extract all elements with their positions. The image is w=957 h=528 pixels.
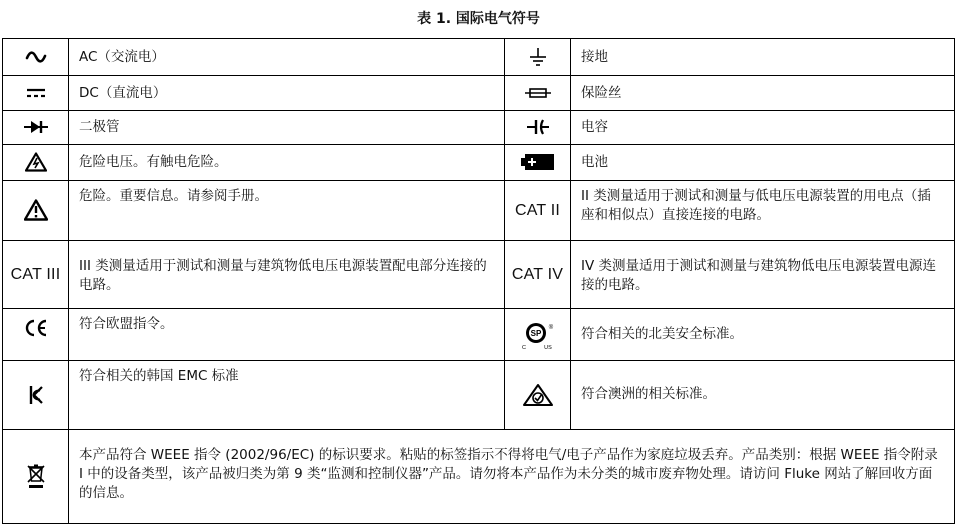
capacitor-icon — [526, 119, 550, 135]
symbol-cell — [3, 309, 69, 361]
table-row — [3, 145, 955, 180]
weee-description: 本产品符合 WEEE 指令 (2002/96/EC) 的标识要求。粘贴的标签指示不得将电气/电子产品作为家庭垃圾丢弃。产品类别：根据 WEEE 指令附录 I 中的设备类型，该产品被归类为第 9 类“监测和控制仪器”产品。请勿将本产品作为未分类的城市废弃物处理。请访问 Fluke 网站了解回收方面的信息。 — [69, 429, 955, 523]
dc-icon — [25, 87, 47, 99]
description-cell: 二极管 — [69, 111, 505, 145]
table-row — [3, 240, 955, 308]
svg-text:SP: SP — [530, 328, 541, 338]
warning-icon — [24, 199, 48, 221]
kc-mark-icon — [28, 384, 44, 406]
symbol-cell — [505, 39, 571, 76]
description-cell: III 类测量适用于测试和测量与建筑物低电压电源装置配电部分连接的电路。 — [69, 240, 505, 308]
table-row — [3, 111, 955, 145]
csa-us-mark: US — [543, 344, 552, 350]
rcm-mark-icon — [522, 383, 554, 407]
description-cell: 危险电压。有触电危险。 — [69, 145, 505, 180]
cat-iv-symbol: CAT IV — [505, 240, 571, 308]
battery-icon — [521, 153, 555, 171]
fuse-icon — [524, 87, 552, 99]
table-row — [3, 76, 955, 111]
description-cell: 危险。重要信息。请参阅手册。 — [69, 180, 505, 240]
ce-mark-icon — [23, 319, 49, 337]
ac-sine-icon — [25, 50, 47, 64]
description-cell: 符合相关的韩国 EMC 标准 — [69, 361, 505, 429]
description-cell: 接地 — [571, 39, 955, 76]
symbol-cell — [505, 76, 571, 111]
table-row — [3, 39, 955, 76]
symbol-cell — [505, 361, 571, 429]
symbol-cell — [505, 111, 571, 145]
csa-c-mark: C — [521, 344, 526, 350]
symbol-cell — [3, 39, 69, 76]
table-row — [3, 180, 955, 240]
diode-icon — [23, 120, 49, 134]
description-cell: 电容 — [571, 111, 955, 145]
csa-reg-mark: ® — [548, 324, 553, 331]
description-cell: AC（交流电） — [69, 39, 505, 76]
weee-bin-icon — [26, 463, 46, 489]
ground-icon — [528, 47, 548, 67]
description-cell: 符合相关的北美安全标准。 — [571, 309, 955, 361]
description-cell: 电池 — [571, 145, 955, 180]
description-cell: IV 类测量适用于测试和测量与建筑物低电压电源装置电源连接的电路。 — [571, 240, 955, 308]
symbols-table — [2, 38, 955, 524]
table-row — [3, 429, 955, 523]
symbol-cell — [3, 76, 69, 111]
description-cell: II 类测量适用于测试和测量与低电压电源装置的用电点（插座和相似点）直接连接的电路。 — [571, 180, 955, 240]
csa-mark-icon — [520, 320, 556, 350]
table-title: 表 1. 国际电气符号 — [417, 11, 540, 27]
description-cell: 符合欧盟指令。 — [69, 309, 505, 361]
symbol-cell — [3, 361, 69, 429]
cat-ii-symbol: CAT II — [505, 180, 571, 240]
symbol-cell — [3, 180, 69, 240]
symbol-cell — [505, 145, 571, 180]
description-cell: 符合澳洲的相关标准。 — [571, 361, 955, 429]
symbol-cell — [505, 309, 571, 361]
table-row — [3, 361, 955, 429]
symbol-cell — [3, 145, 69, 180]
description-cell: 保险丝 — [571, 76, 955, 111]
hazardous-voltage-icon — [25, 152, 47, 172]
cat-iii-symbol: CAT III — [3, 240, 69, 308]
symbol-cell — [3, 429, 69, 523]
table-row — [3, 309, 955, 361]
symbol-cell — [3, 111, 69, 145]
description-cell: DC（直流电） — [69, 76, 505, 111]
